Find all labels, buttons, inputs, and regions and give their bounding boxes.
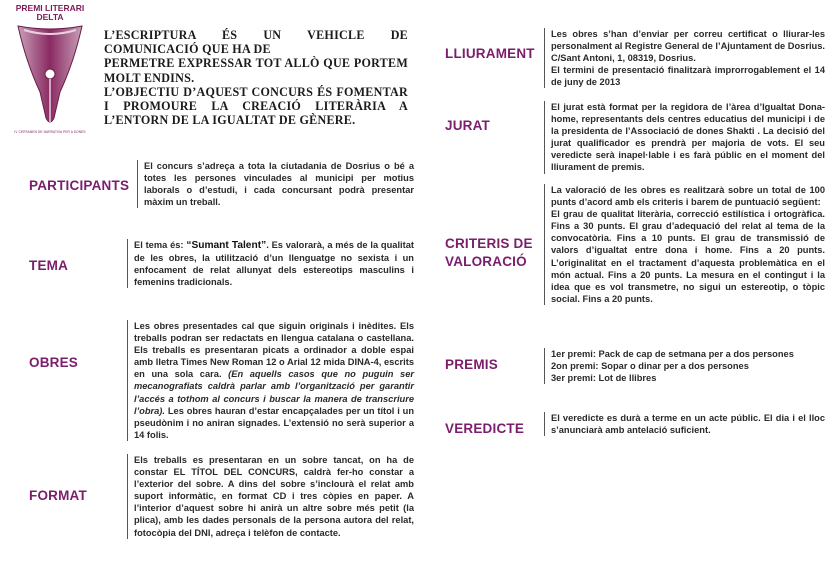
obres-label: OBRES xyxy=(29,355,79,370)
premi-item-3: 3er premi: Lot de llibres xyxy=(551,373,657,384)
participants-text xyxy=(137,160,414,208)
criteris-text xyxy=(544,184,825,305)
criteris-intro: La valoració de les obres es realitzarà sobre un total de 100 punts d’acord amb els criteris i barem de puntuació següent: xyxy=(551,185,825,208)
premi-item-1: 1er premi: Pack de cap de setmana per a dos persones xyxy=(551,349,794,359)
obres-text xyxy=(127,320,414,441)
participants-label: PARTICIPANTS xyxy=(29,178,130,193)
tema-theme: “Sumant Talent” xyxy=(186,240,267,251)
delta-logo xyxy=(4,4,96,136)
criteris-label-line2: VALORACIÓ xyxy=(445,254,527,269)
criteris-details: El grau de qualitat literària, correcció estilística i ortogràfica. Fins a 30 punts. El grau d’adequació del relat al tema de la convocatòria. Fins a 10 punts. El grau de transmissió de valors d’igualtat entre dona i home. Fins a 20 punts. L’originalitat en el tractament d’aquesta problemàtica en el món actual. Fins a 20 punts. La mesura en el contingut i la idea que es vol transmetre, no sigui un estereotip, o tòpic social. Fins a 20 punts. xyxy=(551,209,825,304)
intro-line-2: PERMETRE EXPRESSAR TOT ALLÒ QUE PORTEM MOLT ENDINS. xyxy=(104,56,408,85)
jurat-label: JURAT xyxy=(445,118,491,133)
obres-text-pre: Les obres presentades cal que siguin originals i inèdites. Els treballs podran ser redactats en llengua catalana o castellana. Els treballs es presentaran picats a ordinador a doble espai amb lletra Times New Roman 12 o Arial 12 mida DINA-4, escrits en una sola cara. xyxy=(134,321,414,380)
intro-line-1: L’ESCRIPTURA ÉS UN VEHICLE DE COMUNICACIÓ QUE HA DE xyxy=(104,28,408,57)
participants-paragraph: El concurs s’adreça a tota la ciutadania de Dosrius o bé a totes les persones vinculades al municipi per motius laborals o d’estudi, i cada concursant podrà presentar màxim un treball. xyxy=(144,161,414,208)
format-text xyxy=(127,454,414,539)
obres-text-post: Les obres hauran d’estar encapçalades per un títol i un pseudònim i no aniran signades. L’extensió no serà superior a 14 folis. xyxy=(134,405,414,440)
lliurament-label: LLIURAMENT xyxy=(445,46,535,61)
logo-subtitle: IV CERTAMEN DE NARRATIVA PER A DONES xyxy=(14,130,86,134)
criteris-label xyxy=(445,235,533,271)
lliurament-paragraph: Les obres s’han d’enviar per correu certificat o lliurar-les personalment al Registre General de l’Ajuntament de Dosrius. C/Sant Antoni, 1, 08319, Dosrius. xyxy=(551,29,825,64)
obres-paragraph xyxy=(134,320,414,441)
fountain-pen-nib-icon xyxy=(4,22,96,130)
logo-title xyxy=(4,4,96,22)
tema-text xyxy=(127,239,414,288)
tema-text-post: . Es valorarà, a més de la qualitat de les obres, la utilització d’un llenguatge no sexista i un enfocament de relat allunyat dels estereotips masculins i femenins tradicionals. xyxy=(134,240,414,288)
obres-text-italic: (En aquells casos que no puguin ser mecanografiats caldrà parlar amb l’organització per garantir l’accés a tothom al concurs i buscar la manera de transcriure l’obra). xyxy=(134,369,414,416)
veredicte-text xyxy=(544,412,825,436)
jurat-text xyxy=(544,101,825,174)
lliurament-text xyxy=(544,28,825,88)
intro-text xyxy=(104,28,408,127)
tema-label: TEMA xyxy=(29,258,69,273)
veredicte-paragraph: El veredicte es durà a terme en un acte públic. El dia i el lloc s’anunciarà amb antelació suficient. xyxy=(551,413,825,436)
logo-title-line1: PREMI LITERARI xyxy=(15,3,85,13)
tema-paragraph xyxy=(134,239,414,288)
tema-text-pre: El tema és: xyxy=(134,240,187,250)
premis-list xyxy=(544,348,831,384)
jurat-paragraph: El jurat està format per la regidora de l’àrea d’Igualtat Dona-home, representants dels centres educatius del municipi i de la presidenta de l’Associació de dones Shakti . La decisió del jurat qualificador es prendrà per majoria de vots. El seu veredicte serà inapel·lable i es farà públic en el moment del lliurament de premis. xyxy=(551,102,825,173)
premis-label: PREMIS xyxy=(445,357,498,372)
veredicte-label: VEREDICTE xyxy=(445,421,525,436)
format-paragraph: Els treballs es presentaran en un sobre tancat, on ha de constar EL TÍTOL DEL CONCURS, caldrà fer-ho constar a l’exterior del sobre. A dins del sobre s’inclourà el relat amb suport informàtic, en format CD i tres còpies en paper. A l’interior d’aquest sobre hi anirà un altre sobre més petit (la plica), amb les dades personals de la persona autora del relat, fotocòpia del DNI, adreça i telèfon de contacte. xyxy=(134,455,414,538)
lliurament-deadline: El termini de presentació finalitzarà improrrogablement el 14 de juny de 2013 xyxy=(551,65,825,88)
criteris-label-line1: CRITERIS DE xyxy=(445,236,533,251)
premi-item-2: 2on premi: Sopar o dinar per a dos persones xyxy=(551,361,749,372)
format-label: FORMAT xyxy=(29,488,87,503)
logo-title-line2: DELTA xyxy=(36,12,64,22)
intro-line-3: L’OBJECTIU D’AQUEST CONCURS ÉS FOMENTAR I PROMOURE LA CREACIÓ LITERÀRIA A L’ENTORN DE LA IGUALTAT DE GÈNERE. xyxy=(104,84,408,128)
